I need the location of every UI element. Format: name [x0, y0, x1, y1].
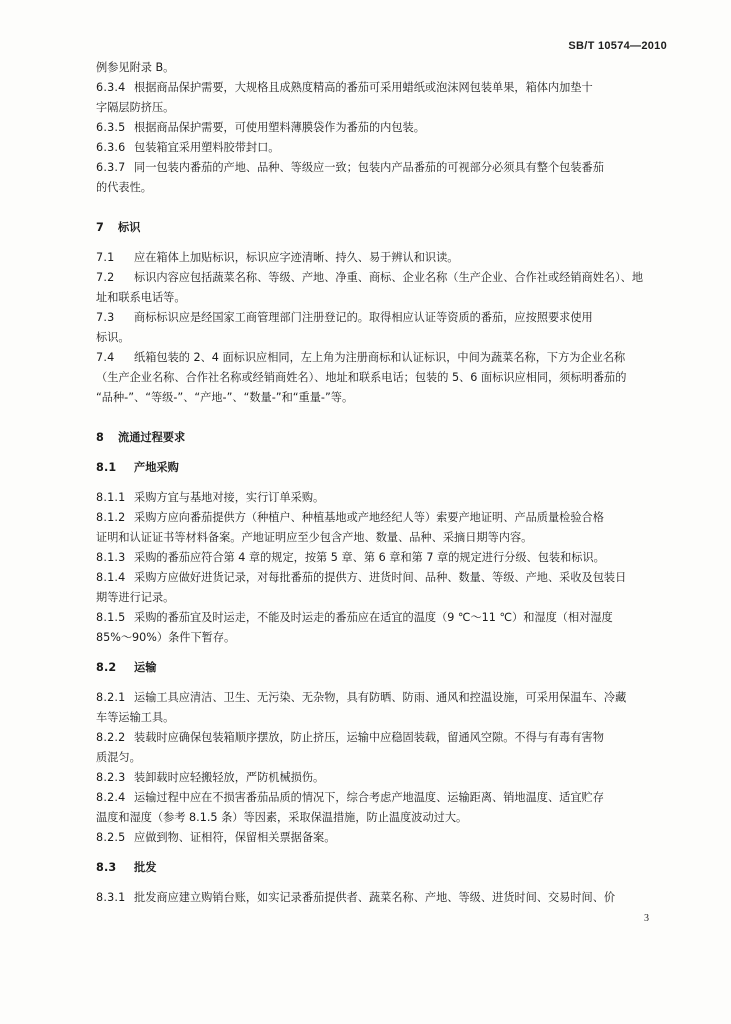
- document-body: [96, 58, 656, 908]
- clause-text: “品种-”、“等级-”、“产地-”、“数量-”和“重量-”等。: [96, 391, 354, 404]
- clause-continuation: [96, 288, 656, 308]
- clause-number: 8.2.3: [96, 771, 126, 784]
- clause-text: 应在箱体上加贴标识，标识应字迹清晰、持久、易于辨认和识读。: [134, 251, 459, 264]
- clause-continuation: [96, 328, 656, 348]
- clause-text: 的代表性。: [96, 181, 152, 194]
- clause-continuation: [96, 98, 656, 118]
- clause-continuation: [96, 708, 656, 728]
- clause-number: 8.2.5: [96, 831, 126, 844]
- clause-text: 采购方应向番茄提供方（种植户、种植基地或产地经纪人等）索要产地证明、产品质量检验合格: [134, 511, 604, 524]
- clause-number: 8.1.1: [96, 491, 126, 504]
- clause-text: 采购的番茄宜及时运走，不能及时运走的番茄应在适宜的温度（9 ℃～11 ℃）和湿度（相对湿度: [134, 611, 613, 624]
- subsection-8-3-heading: [96, 858, 656, 878]
- clause-text: 址和联系电话等。: [96, 291, 186, 304]
- subsection-title: 产地采购: [134, 461, 179, 474]
- clause-text: 运输工具应清洁、卫生、无污染、无杂物，具有防晒、防雨、通风和控温设施，可采用保温车、冷藏: [134, 691, 627, 704]
- subsection-8-1: [96, 488, 656, 648]
- clause-text: 装载时应确保包装箱顺序摆放，防止挤压，运输中应稳固装载，留通风空隙。不得与有毒有害物: [134, 731, 604, 744]
- section-7: [96, 248, 656, 408]
- clause-text: 批发商应建立购销台账，如实记录番茄提供者、蔬菜名称、产地、等级、进货时间、交易时间、价: [134, 891, 616, 904]
- section-number: 8: [96, 431, 104, 444]
- subsection-number: 8.1: [96, 461, 117, 474]
- clause-number: 8.1.5: [96, 611, 126, 624]
- clause-number: 7.4: [96, 351, 115, 364]
- subsection-number: 8.2: [96, 661, 117, 674]
- subsection-8-2: [96, 688, 656, 848]
- clause-text: 同一包装内番茄的产地、品种、等级应一致；包装内产品番茄的可视部分必须具有整个包装番茄: [134, 161, 604, 174]
- clause-number: 6.3.5: [96, 121, 126, 134]
- spacer: [96, 238, 656, 248]
- section-6-3: [96, 78, 656, 198]
- section-title: 标识: [118, 221, 141, 234]
- clause-line: [96, 158, 656, 178]
- clause-line: [96, 568, 656, 588]
- clause-text: 商标标识应是经国家工商管理部门注册登记的。取得相应认证等资质的番茄，应按照要求使用: [134, 311, 593, 324]
- section-number: 7: [96, 221, 104, 234]
- clause-text: 采购方宜与基地对接，实行订单采购。: [134, 491, 325, 504]
- clause-line: [96, 268, 656, 288]
- subsection-8-1-heading: [96, 458, 656, 478]
- intro-line: 例参见附录 B。: [96, 61, 175, 74]
- clause-number: 7.2: [96, 271, 115, 284]
- clause-text: 根据商品保护需要，大规格且成熟度精高的番茄可采用蜡纸或泡沫网包装单果，箱体内加垫十: [134, 81, 593, 94]
- section-8-heading: [96, 428, 656, 448]
- clause-line: [96, 348, 656, 368]
- clause-line: [96, 688, 656, 708]
- clause-line: [96, 508, 656, 528]
- clause-continuation: [96, 368, 656, 388]
- spacer: [96, 478, 656, 488]
- clause-line: [96, 828, 656, 848]
- clause-number: 6.3.7: [96, 161, 126, 174]
- clause-text: 85%～90%）条件下暂存。: [96, 631, 236, 644]
- clause-line: [96, 768, 656, 788]
- clause-text: 装卸载时应轻搬轻放，严防机械损伤。: [134, 771, 325, 784]
- subsection-title: 批发: [134, 861, 157, 874]
- page-number: 3: [644, 913, 649, 924]
- clause-number: 7.1: [96, 251, 115, 264]
- clause-continuation: [96, 748, 656, 768]
- clause-text: 根据商品保护需要，可使用塑料薄膜袋作为番茄的内包装。: [134, 121, 425, 134]
- spacer: [96, 198, 656, 218]
- clause-continuation: [96, 388, 656, 408]
- clause-continuation: [96, 178, 656, 198]
- clause-line: [96, 138, 656, 158]
- clause-line: [96, 308, 656, 328]
- clause-number: 8.2.1: [96, 691, 126, 704]
- clause-text: 采购的番茄应符合第 4 章的规定，按第 5 章、第 6 章和第 7 章的规定进行分级、包装和标识。: [134, 551, 605, 564]
- spacer: [96, 848, 656, 858]
- clause-continuation: [96, 528, 656, 548]
- subsection-title: 运输: [134, 661, 157, 674]
- clause-number: 8.2.4: [96, 791, 126, 804]
- spacer: [96, 878, 656, 888]
- section-title: 流通过程要求: [118, 431, 186, 444]
- subsection-number: 8.3: [96, 861, 117, 874]
- subsection-8-2-heading: [96, 658, 656, 678]
- clause-continuation: [96, 628, 656, 648]
- clause-line: [96, 248, 656, 268]
- clause-number: 8.3.1: [96, 891, 126, 904]
- clause-text: 采购方应做好进货记录，对每批番茄的提供方、进货时间、品种、数量、等级、产地、采收及包装日: [134, 571, 627, 584]
- spacer: [96, 408, 656, 428]
- clause-line: [96, 788, 656, 808]
- clause-line: [96, 78, 656, 98]
- clause-text: 运输过程中应在不损害番茄品质的情况下，综合考虑产地温度、运输距离、销地温度、适宜贮存: [134, 791, 604, 804]
- clause-number: 6.3.6: [96, 141, 126, 154]
- clause-text: 字隔层防挤压。: [96, 101, 175, 114]
- clause-continuation: [96, 808, 656, 828]
- standard-code: SB/T 10574—2010: [568, 40, 667, 52]
- clause-number: 8.1.4: [96, 571, 126, 584]
- clause-continuation: [96, 588, 656, 608]
- clause-text: 期等进行记录。: [96, 591, 175, 604]
- clause-text: （生产企业名称、合作社名称或经销商姓名）、地址和联系电话；包装的 5、6 面标识应相同，须标明番茄的: [96, 371, 627, 384]
- subsection-8-3: [96, 888, 656, 908]
- clause-text: 标识内容应包括蔬菜名称、等级、产地、净重、商标、企业名称（生产企业、合作社或经销商姓名）、地: [134, 271, 644, 284]
- spacer: [96, 648, 656, 658]
- clause-number: 7.3: [96, 311, 115, 324]
- clause-line: [96, 888, 656, 908]
- clause-text: 纸箱包装的 2、4 面标识应相同，左上角为注册商标和认证标识，中间为蔬菜名称，下方为企业名称: [134, 351, 626, 364]
- spacer: [96, 448, 656, 458]
- clause-text: 质混匀。: [96, 751, 141, 764]
- clause-line: [96, 548, 656, 568]
- clause-text: 车等运输工具。: [96, 711, 175, 724]
- clause-text: 应做到物、证相符，保留相关票据备案。: [134, 831, 336, 844]
- section-7-heading: [96, 218, 656, 238]
- spacer: [96, 678, 656, 688]
- clause-line: [96, 118, 656, 138]
- clause-number: 8.1.2: [96, 511, 126, 524]
- clause-line: [96, 728, 656, 748]
- clause-text: 温度和湿度（参考 8.1.5 条）等因素，采取保温措施，防止温度波动过大。: [96, 811, 468, 824]
- clause-number: 6.3.4: [96, 81, 126, 94]
- clause-text: 标识。: [96, 331, 130, 344]
- clause-text: 证明和认证证书等材料备案。产地证明应至少包含产地、数量、品种、采摘日期等内容。: [96, 531, 533, 544]
- clause-text: 包装箱宜采用塑料胶带封口。: [134, 141, 280, 154]
- clause-number: 8.1.3: [96, 551, 126, 564]
- clause-line: [96, 608, 656, 628]
- clause-number: 8.2.2: [96, 731, 126, 744]
- clause-line: [96, 488, 656, 508]
